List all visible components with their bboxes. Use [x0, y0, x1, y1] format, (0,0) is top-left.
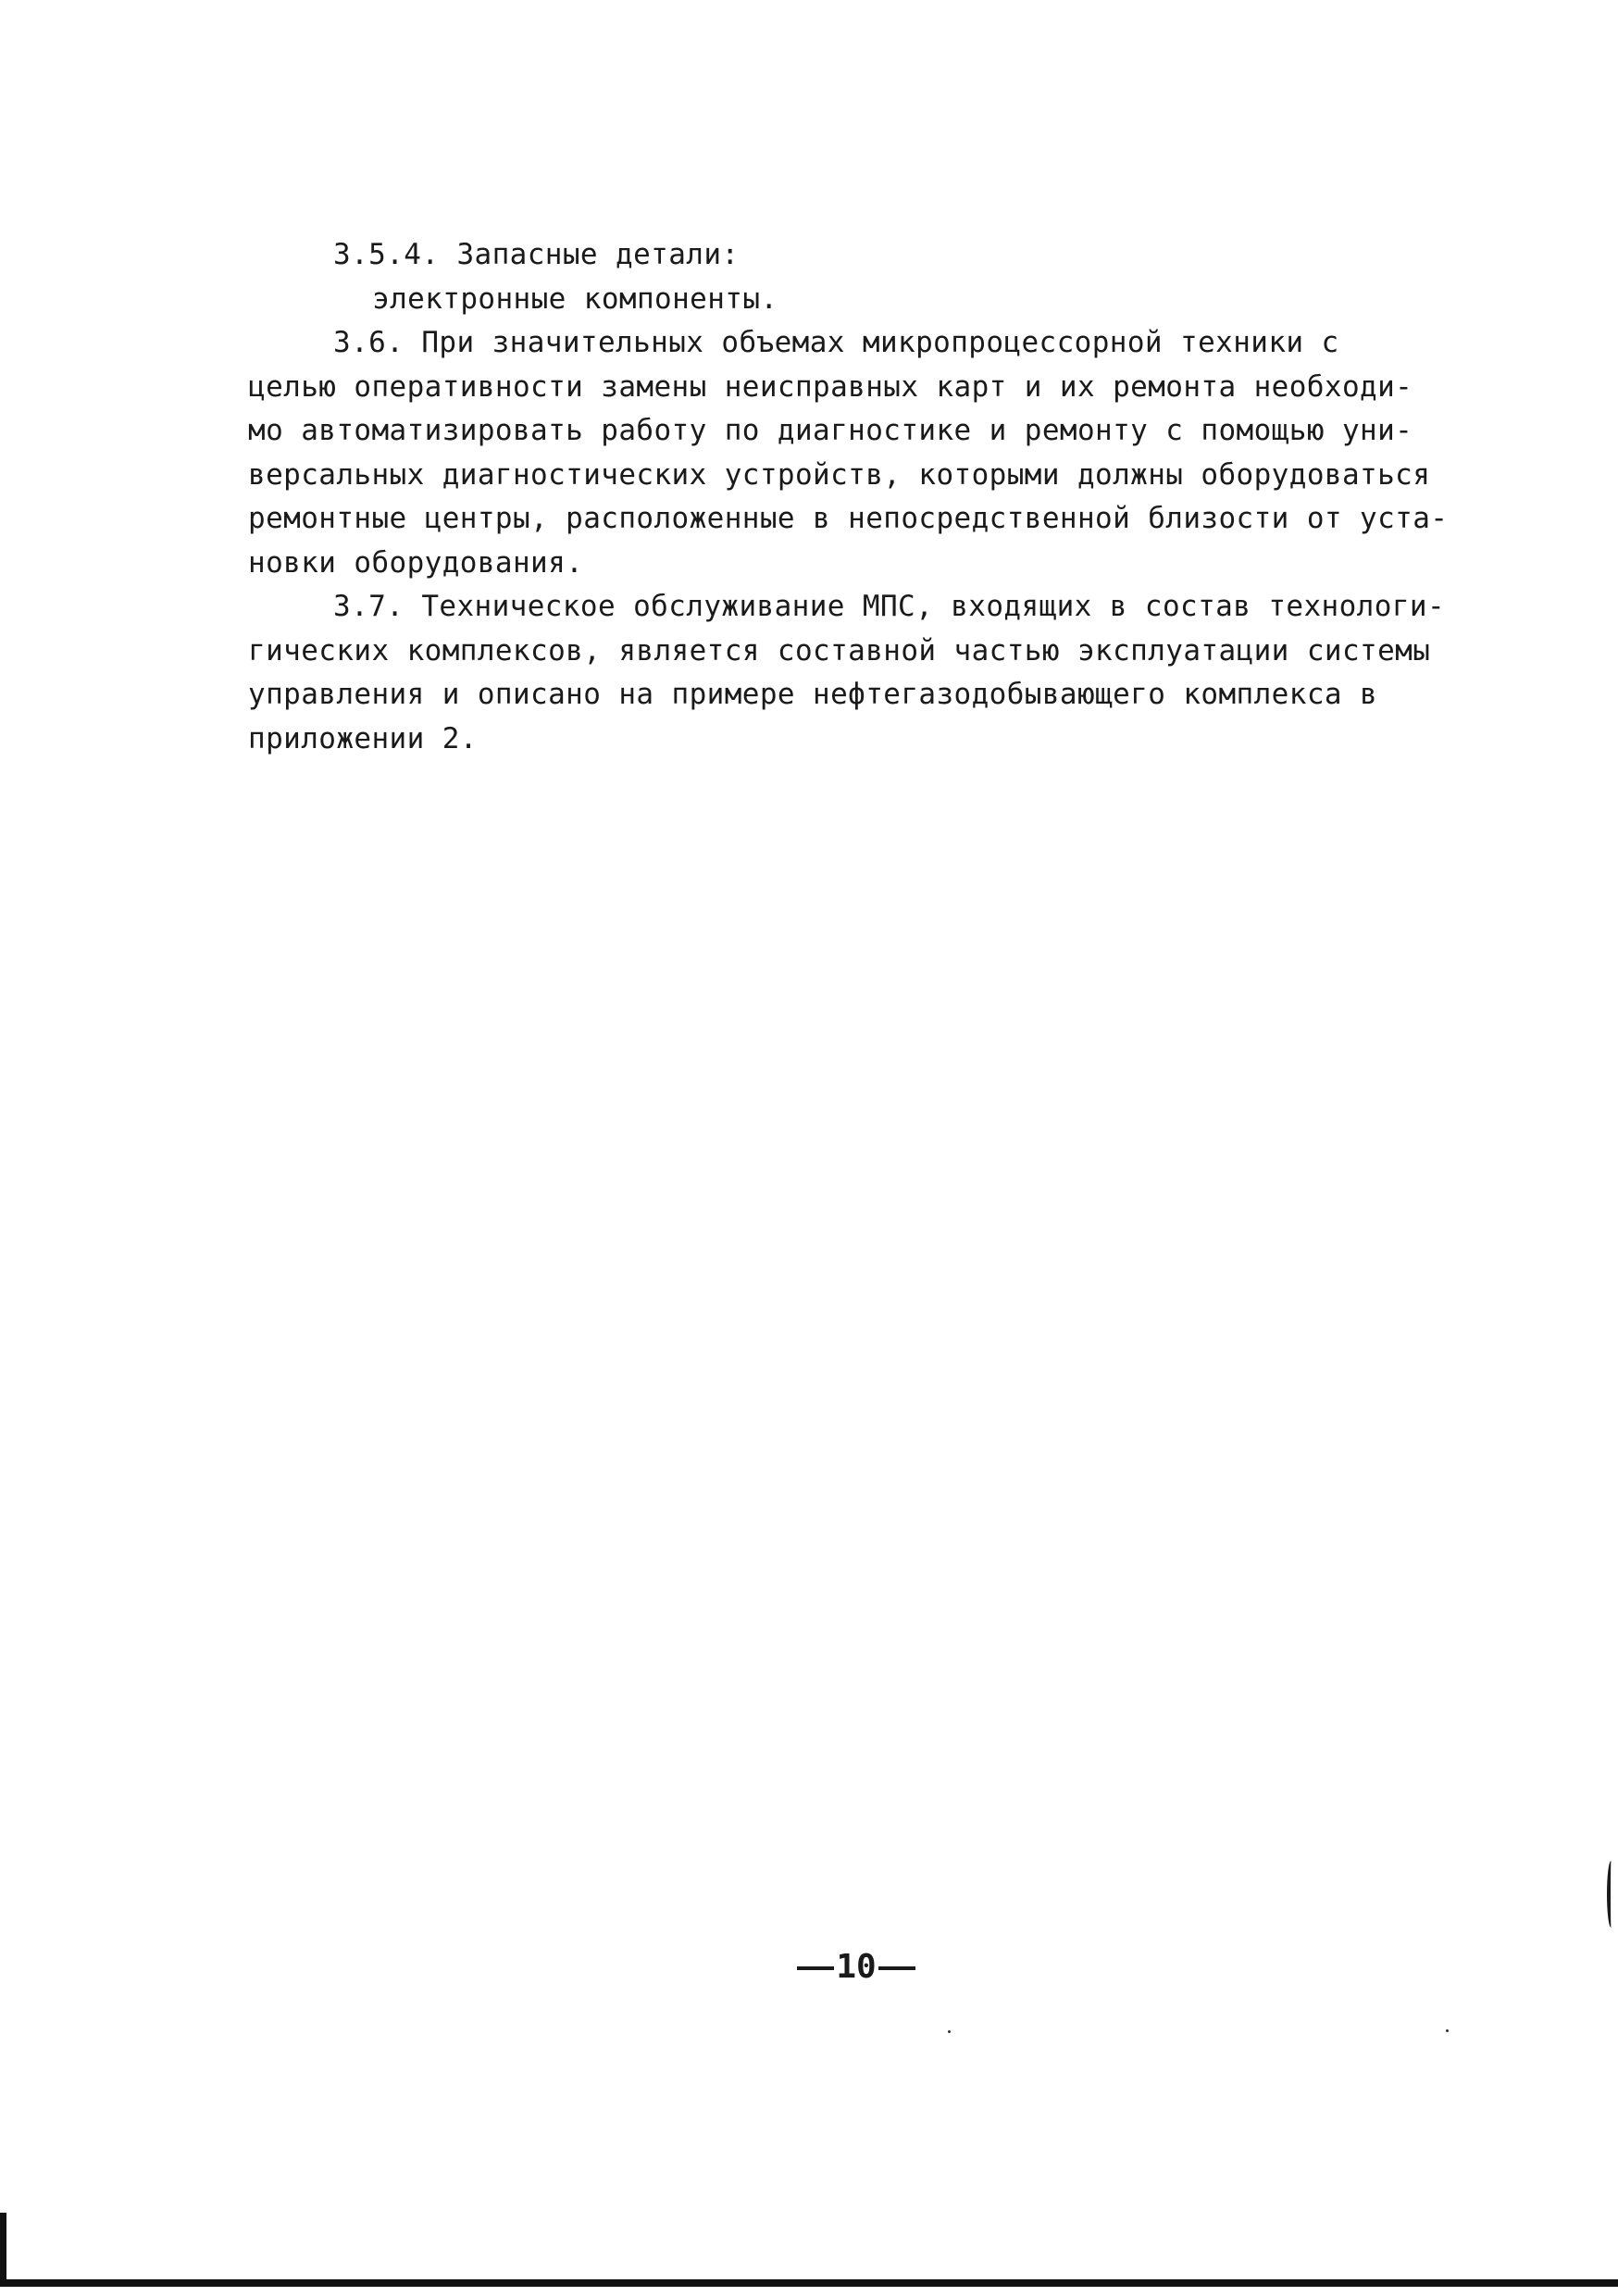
clause-3-7-line-2: гических комплексов, является составной частью эксплуатации системы	[248, 633, 1431, 668]
clause-3-7-line-1: 3.7. Техническое обслуживание МПС, входящих в состав технологи-	[333, 590, 1446, 623]
clause-3-6-line-6: новки оборудования.	[248, 545, 584, 580]
page-number-dash-left	[797, 1966, 834, 1970]
clause-3-7-line-4: приложении 2.	[248, 721, 478, 755]
clause-3-6-line-1: 3.6. При значительных объемах микропроцессорной техники с	[333, 326, 1339, 359]
page-frame-left-edge	[0, 2213, 6, 2287]
scan-speck	[948, 2030, 951, 2033]
page-number-value: 10	[836, 1948, 877, 1986]
clause-3-6-line-3: мо автоматизировать работу по диагностике и ремонту с помощью уни-	[248, 414, 1413, 447]
scan-speck	[1446, 2029, 1449, 2032]
clause-3-6-line-2: целью оперативности замены неисправных карт и их ремонта необходи-	[248, 369, 1413, 404]
clause-3-5-4-heading: 3.5.4. Запасные детали:	[333, 238, 740, 271]
page-frame-bottom-edge	[0, 2279, 1618, 2287]
clause-3-7-line-3: управления и описано на примере нефтегазодобывающего комплекса в	[248, 678, 1378, 711]
document-body	[248, 233, 1461, 761]
margin-bracket-mark	[1607, 1861, 1615, 1928]
clause-3-5-4-item: электронные компоненты.	[372, 281, 778, 316]
page-number	[791, 1944, 921, 1990]
page-number-dash-right	[878, 1966, 915, 1970]
clause-3-6-line-5: ремонтные центры, расположенные в непосредственной близости от уста-	[248, 502, 1449, 535]
clause-3-6-line-4: версальных диагностических устройств, которыми должны оборудоваться	[248, 457, 1431, 492]
